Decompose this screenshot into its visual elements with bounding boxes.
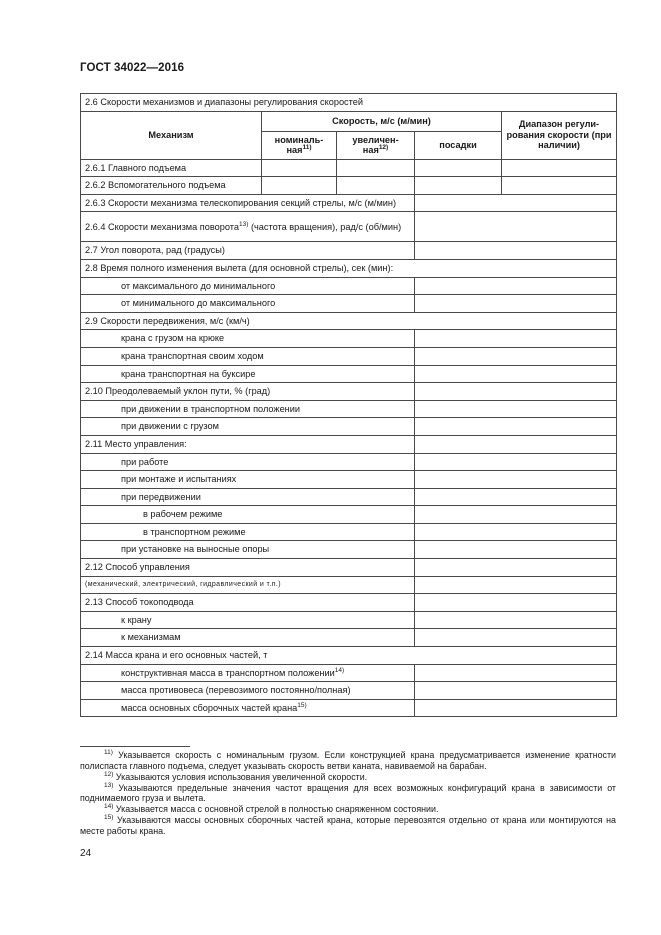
table-row	[81, 506, 617, 524]
table-row	[81, 418, 617, 436]
table-row	[81, 523, 617, 541]
page-number: 24	[80, 848, 92, 859]
table-row	[81, 647, 617, 665]
row-label: масса основных сборочных частей крана$^{15)}$	[81, 699, 415, 717]
row-label: к механизмам	[81, 629, 415, 647]
table-row	[81, 488, 617, 506]
table-row	[81, 664, 617, 682]
row-label: крана транспортная своим ходом	[81, 347, 415, 365]
table-row	[81, 347, 617, 365]
row-label: к крану	[81, 611, 415, 629]
table-row	[81, 699, 617, 717]
footnote: $^{14)}$ Указывается масса с основной стрелой в полностью снаряженном состоянии.	[104, 803, 439, 815]
row-label: 2.6.1 Главного подъема	[81, 159, 262, 177]
section-heading: 2.14 Масса крана и его основных частей, т	[81, 647, 617, 665]
table-row	[81, 629, 617, 647]
table-row	[81, 212, 617, 242]
section-heading: 2.6 Скорости механизмов и диапазоны регулирования скоростей	[81, 94, 617, 112]
footnote: $^{15)}$ Указываются массы основных сборочных частей крана, которые перевозятся отдельно от крана или монтируются на месте работы крана.	[80, 814, 616, 837]
table-row	[81, 259, 617, 277]
row-label: от максимального до минимального	[81, 277, 415, 295]
table-row	[81, 559, 617, 577]
row-label: при движении в транспортном положении	[81, 400, 415, 418]
table-row	[81, 295, 617, 313]
row-label: в транспортном режиме	[81, 523, 415, 541]
table-row	[81, 400, 617, 418]
table-row	[81, 330, 617, 348]
section-heading: 2.9 Скорости передвижения, м/с (км/ч)	[81, 312, 617, 330]
column-header-range: Диапазон регули-рования скорости (при наличии)	[502, 111, 617, 159]
table-row	[81, 576, 617, 594]
table-row	[81, 383, 617, 401]
section-heading: 2.13 Способ токоподвода	[81, 594, 415, 612]
row-label: масса противовеса (перевозимого постоянно/полная)	[81, 682, 415, 700]
footnotes	[80, 750, 616, 837]
row-label: 2.6.4 Скорости механизма поворота$^{13)}$ (частота вращения), рад/с (об/мин)	[81, 212, 415, 242]
row-label: при монтаже и испытаниях	[81, 471, 415, 489]
footnote: $^{12)}$ Указываются условия использования увеличенной скорости.	[104, 770, 368, 782]
table-row	[81, 159, 617, 177]
table-header-row	[81, 111, 617, 131]
table-row	[81, 312, 617, 330]
row-label: крана с грузом на крюке	[81, 330, 415, 348]
table-row	[81, 277, 617, 295]
footnote: $^{13)}$ Указываются предельные значения частот вращения для всех возможных конфигураций крана в зависимости от поднимаемого груза и вылета.	[80, 781, 616, 804]
row-note: (механический, электрический, гидравлический и т.п.)	[81, 576, 415, 594]
table-row	[81, 682, 617, 700]
row-label: при установке на выносные опоры	[81, 541, 415, 559]
row-label: конструктивная масса в транспортном положении$^{14)}$	[81, 664, 415, 682]
table-row	[81, 594, 617, 612]
document-header: ГОСТ 34022—2016	[80, 62, 185, 74]
column-header-speed: Скорость, м/с (м/мин)	[262, 111, 502, 131]
section-heading: 2.12 Способ управления	[81, 559, 415, 577]
table-row	[81, 242, 617, 260]
column-header-nominal: номиналь-ная$^{11)}$	[262, 131, 337, 159]
table-row	[81, 453, 617, 471]
footnote-divider	[80, 746, 190, 747]
row-label: 2.6.3 Скорости механизма телескопирования секций стрелы, м/с (м/мин)	[81, 194, 415, 212]
row-label: крана транспортная на буксире	[81, 365, 415, 383]
row-label: при передвижении	[81, 488, 415, 506]
table-row	[81, 541, 617, 559]
row-label: 2.6.2 Вспомогательного подъема	[81, 177, 262, 195]
table-row	[81, 194, 617, 212]
table-row	[81, 365, 617, 383]
table-row	[81, 94, 617, 112]
footnote: $^{11)}$ Указывается скорость с номинальным грузом. Если конструкцией крана предусматривается изменение кратности полиспаста главного подъема, следует указывать скорость ветви каната, навиваемой на барабан.	[80, 749, 616, 771]
row-label: при работе	[81, 453, 415, 471]
row-label: от минимального до максимального	[81, 295, 415, 313]
speeds-table	[80, 93, 617, 717]
table-row	[81, 177, 617, 195]
section-heading: 2.10 Преодолеваемый уклон пути, % (град)	[81, 383, 415, 401]
table-row	[81, 611, 617, 629]
section-heading: 2.11 Место управления:	[81, 435, 415, 453]
column-header-mechanism: Механизм	[81, 111, 262, 159]
row-label: при движении с грузом	[81, 418, 415, 436]
table-row	[81, 435, 617, 453]
section-heading: 2.8 Время полного изменения вылета (для основной стрелы), сек (мин):	[81, 259, 617, 277]
column-header-increased: увеличен-ная$^{12)}$	[337, 131, 415, 159]
row-label: 2.7 Угол поворота, рад (градусы)	[81, 242, 415, 260]
row-label: в рабочем режиме	[81, 506, 415, 524]
column-header-landing: посадки	[415, 131, 502, 159]
table-row	[81, 471, 617, 489]
